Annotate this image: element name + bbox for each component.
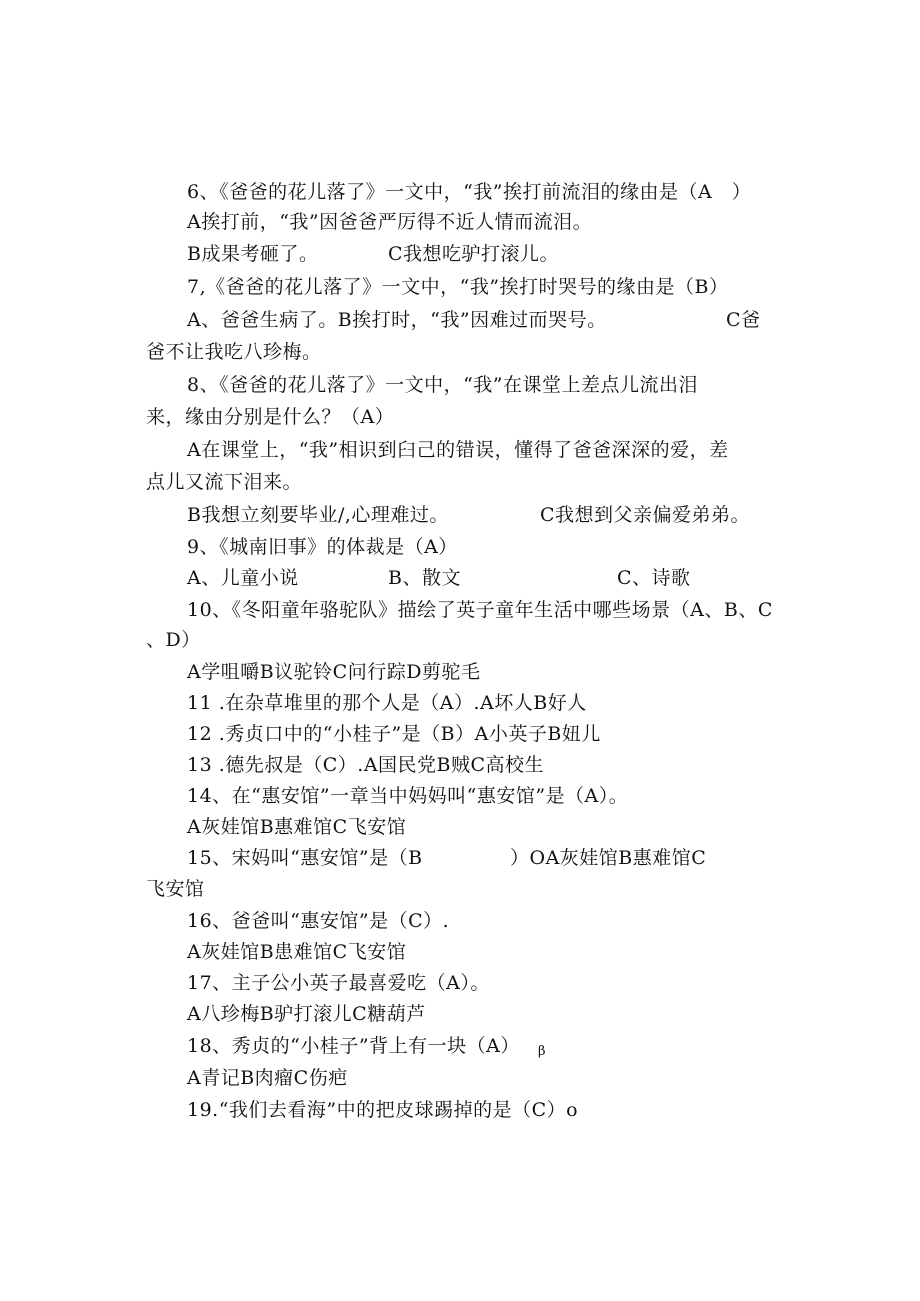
question-16-options: A灰娃馆B患难馆C飞安馆 [187, 941, 407, 963]
question-10: 10、《冬阳童年骆驼队》描绘了英子童年生活中哪些场景（A、B、C [187, 599, 773, 621]
question-17-options: A八珍梅B驴打滚儿C糖葫芦 [187, 1003, 426, 1025]
question-6-option-a: A挨打前，“我”因爸爸严厉得不近人情而流泪。 [187, 211, 593, 233]
question-9-option-b: B、散文 [388, 567, 461, 589]
question-8: 8、《爸爸的花儿落了》一文中，“我”在课堂上差点儿流出泪 [187, 374, 699, 396]
question-8-option-a: A在课堂上，“我”相识到臼己的错误，懂得了爸爸深深的爱，差 [187, 439, 729, 461]
question-8-cont: 来，缘由分别是什么？（A） [146, 406, 395, 428]
question-16: 16、爸爸叫“惠安馆”是（C）. [187, 910, 450, 932]
question-8-option-c: C我想到父亲偏爱弟弟。 [540, 504, 751, 526]
question-18-mark: β [538, 1044, 547, 1059]
question-10-cont: 、D） [146, 629, 201, 651]
question-8-option-a-cont: 点儿又流下泪来。 [146, 471, 303, 493]
question-7: 7,《爸爸的花儿落了》一文中，“我”挨打时哭号的缘由是（B） [187, 276, 729, 298]
question-12: 12 .秀贞口中的“小桂子”是（B）A小英子B妞儿 [187, 723, 601, 745]
question-14: 14、在“惠安馆”一章当中妈妈叫“惠安馆”是（A）。 [187, 785, 629, 807]
question-9-option-a: A、儿童小说 [187, 567, 299, 589]
question-6-option-c: C我想吃驴打滚儿。 [388, 243, 560, 265]
question-17: 17、主子公小英子最喜爱吃（A）。 [187, 972, 490, 994]
question-7-option-ab: A、爸爸生病了。B挨打时，“我”因难过而哭号。 [187, 309, 607, 331]
question-6-option-b: B成果考砸了。 [187, 243, 319, 265]
question-14-options: A灰娃馆B惠难馆C飞安馆 [187, 816, 407, 838]
question-19: 19.“我们去看海”中的把皮球踢掉的是（C）o [187, 1099, 579, 1121]
question-15-cont: 飞安馆 [146, 878, 205, 900]
question-15-options: ）OA灰娃馆B惠难馆C [510, 847, 707, 869]
question-13: 13 .德先叔是（C）.A国民党B贼C高校生 [187, 754, 545, 776]
question-8-option-b: B我想立刻要毕业/,心理难过。 [187, 504, 449, 526]
question-18-options: A青记B肉瘤C伤疤 [187, 1067, 348, 1089]
question-7-option-c-start: C爸 [726, 309, 761, 331]
question-10-options: A学咀嚼B议驼铃C问行踪D剪驼毛 [187, 661, 481, 683]
question-11: 11 .在杂草堆里的那个人是（A）.A坏人B好人 [187, 692, 587, 714]
question-7-option-c-cont: 爸不让我吃八珍梅。 [146, 341, 322, 363]
question-6: 6、《爸爸的花儿落了》一文中，“我”挨打前流泪的缘由是（A ） [187, 181, 752, 203]
question-9-option-c: C、诗歌 [617, 567, 691, 589]
question-18: 18、秀贞的“小桂子”背上有一块（A） [187, 1035, 520, 1057]
question-9: 9、《城南旧事》的体裁是（A） [187, 536, 458, 558]
question-15: 15、宋妈叫“惠安馆”是（B [187, 847, 423, 869]
